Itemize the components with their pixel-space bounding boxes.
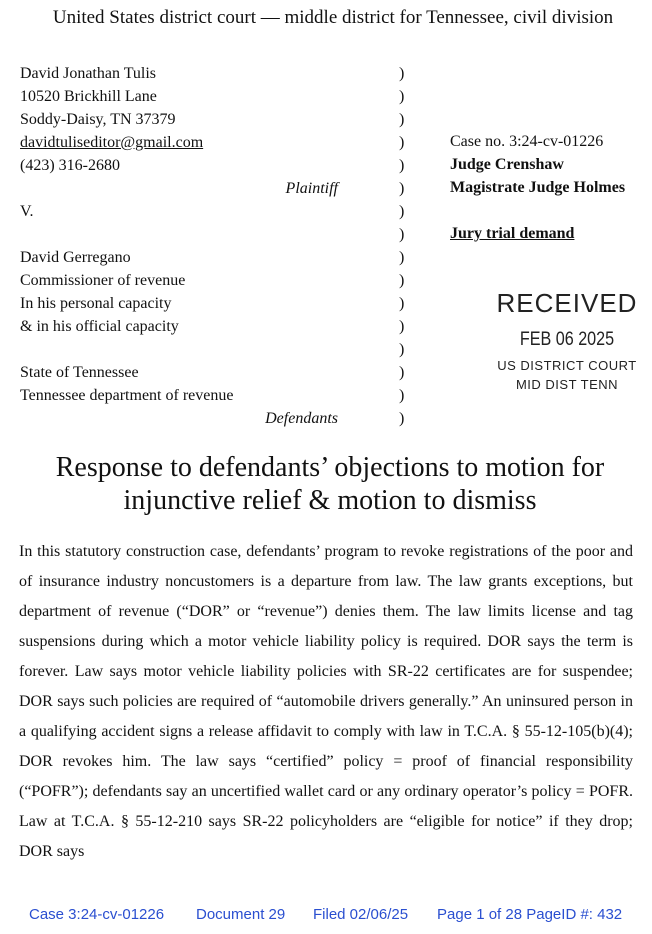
case-number: Case no. 3:24-cv-01226 (450, 133, 604, 150)
case-info (450, 130, 650, 245)
plaintiff-street: 10520 Brickhill Lane (20, 88, 157, 105)
defendants-label: Defendants (265, 410, 338, 427)
plaintiff-label: Plaintiff (285, 180, 338, 197)
caption-paren: ) (399, 65, 405, 82)
plaintiff-city: Soddy-Daisy, TN 37379 (20, 111, 176, 128)
defendant-department: Tennessee department of revenue (20, 387, 234, 404)
versus-label: V. (20, 203, 34, 220)
judge-name: Judge Crenshaw (450, 156, 564, 173)
blank-line (20, 223, 350, 246)
blank-line (20, 338, 350, 361)
caption-paren: ) (399, 318, 405, 335)
title-line-2: injunctive relief & motion to dismiss (123, 485, 537, 516)
caption-paren: ) (399, 410, 405, 427)
stamp-court: US DISTRICT COURT (497, 358, 637, 373)
footer-filed-date: Filed 02/06/25 (313, 906, 409, 923)
defendant-title: Commissioner of revenue (20, 272, 186, 289)
caption-paren: ) (399, 364, 405, 381)
caption-paren: ) (399, 134, 405, 151)
caption-paren: ) (399, 111, 405, 128)
caption-parentheses (399, 62, 411, 430)
stamp-date: FEB 06 2025 (519, 329, 615, 350)
footer-page-id: Page 1 of 28 PageID #: 432 (437, 906, 623, 923)
caption-paren: ) (399, 180, 405, 197)
defendant-capacity-official: & in his official capacity (20, 318, 179, 335)
footer-document-number: Document 29 (196, 906, 286, 923)
caption-paren: ) (399, 387, 405, 404)
received-stamp (472, 286, 652, 392)
caption-paren: ) (399, 295, 405, 312)
defendant-name: David Gerregano (20, 249, 131, 266)
caption-paren: ) (399, 88, 405, 105)
caption-paren: ) (399, 203, 405, 220)
stamp-district: MID DIST TENN (515, 377, 619, 392)
plaintiff-name: David Jonathan Tulis (20, 65, 157, 82)
caption-paren: ) (399, 341, 405, 358)
defendant-state: State of Tennessee (20, 364, 139, 381)
body-paragraph: In this statutory construction case, defendants’ program to revoke registrations of the poor and of insurance industry noncustomers is a departure from law. The law grants exceptions, but department of revenue (“DOR” or “revenue”) denies them. The law limits license and tag suspensions during which a motor vehicle liability policy is required. DOR says the term is forever. Law says motor vehicle liability policies with SR-22 certificates are for suspendee; DOR says such policies are required of “automobile drivers generally.” An uninsured person in a qualifying accident signs a release affidavit to comply with law in T.C.A. § 55-12-105(b)(4); DOR revokes him. The law says “certified” policy = proof of financial responsibility (“POFR”); defendants say an uncertified wallet card or any ordinary operator’s policy = POFR. Law at T.C.A. § 55-12-210 says SR-22 policyholders are “eligible for notice” if they drop; DOR says (19, 543, 633, 860)
caption-paren: ) (399, 249, 405, 266)
plaintiff-email-link[interactable]: davidtuliseditor@gmail.com (20, 134, 204, 151)
jury-trial-demand: Jury trial demand (450, 225, 575, 242)
caption-paren: ) (399, 226, 405, 243)
footer-case-number: Case 3:24-cv-01226 (29, 906, 165, 923)
defendant-capacity-personal: In his personal capacity (20, 295, 172, 312)
plaintiff-phone: (423) 316-2680 (20, 157, 120, 174)
court-header: United States district court — middle district for Tennessee, civil division (52, 7, 614, 28)
caption-paren: ) (399, 272, 405, 289)
stamp-received: RECEIVED (496, 288, 638, 318)
caption-parties (20, 62, 350, 430)
magistrate-judge-name: Magistrate Judge Holmes (450, 179, 626, 196)
caption-paren: ) (399, 157, 405, 174)
title-line-1: Response to defendants’ objections to motion for (55, 452, 605, 483)
document-title (0, 451, 652, 517)
